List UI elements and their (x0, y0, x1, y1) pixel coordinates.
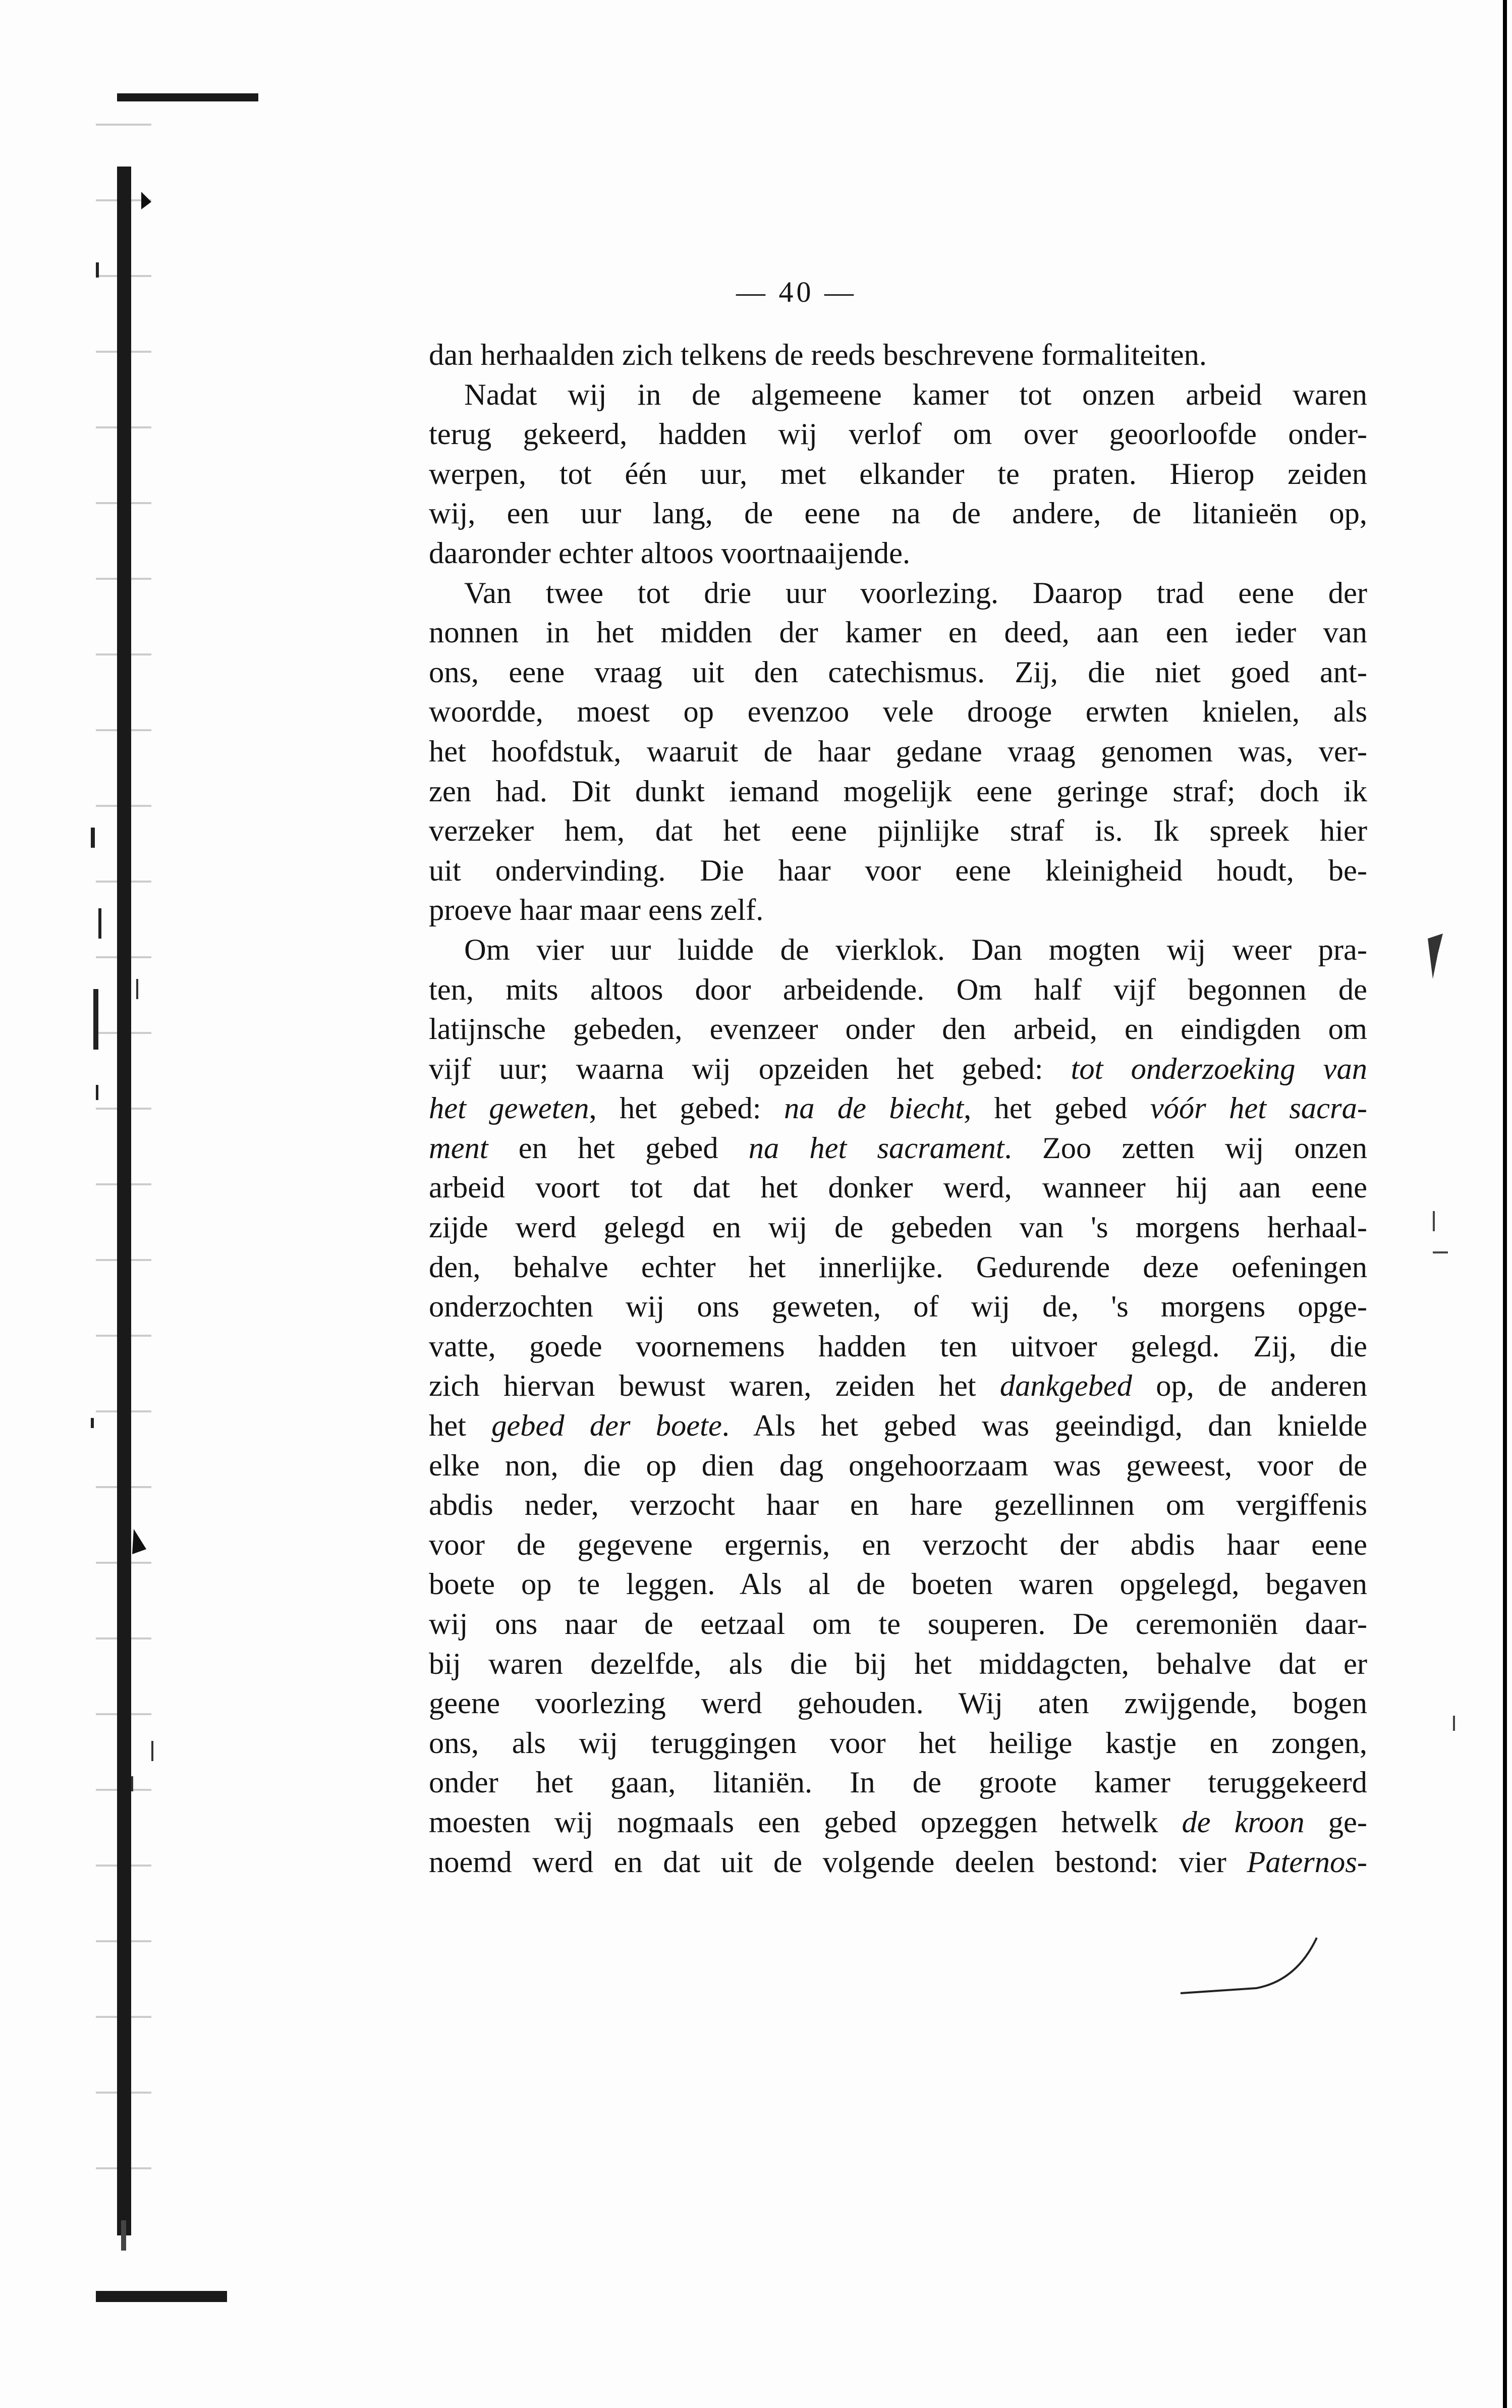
text-line: dan herhaalden zich telkens de reeds beschrevene formaliteiten. (429, 338, 1207, 372)
text-line: ten, mits altoos door arbeidende. Om half vijf begonnen de (429, 972, 1367, 1007)
text-line: latijnsche gebeden, evenzeer onder den arbeid, en eindigden om (429, 1012, 1367, 1047)
text-line: het hoofdstuk, waaruit de haar gedane vraag genomen was, ver- (429, 734, 1367, 769)
text-line: ons, als wij teruggingen voor het heilige kastje en zongen, (429, 1726, 1367, 1760)
text-line: uit ondervinding. Die haar voor eene kleinigheid houdt, be- (429, 853, 1367, 888)
text-line: werpen, tot één uur, met elkander te praten. Hierop zeiden (429, 457, 1367, 491)
text-line: vijf uur; waarna wij opzeiden het gebed: tot onderzoeking van (429, 1052, 1367, 1086)
text-line: moesten wij nogmaals een gebed opzeggen hetwelk de kroon ge- (429, 1805, 1367, 1839)
text-line: geene voorlezing werd gehouden. Wij aten zwijgende, bogen (429, 1686, 1367, 1721)
text-line: abdis neder, verzocht haar en hare gezellinnen om vergiffenis (429, 1488, 1367, 1522)
scan-right-border (1503, 0, 1507, 2408)
text-line: zich hiervan bewust waren, zeiden het dankgebed op, de anderen (429, 1369, 1367, 1403)
text-line: het gebed der boete. Als het gebed was geeindigd, dan knielde (429, 1409, 1367, 1443)
margin-specks (1423, 934, 1463, 1892)
text-line: woordde, moest op evenzoo vele drooge erwten knielen, als (429, 695, 1367, 729)
text-line: het geweten, het gebed: na de biecht, het gebed vóór het sacra- (429, 1091, 1367, 1126)
text-line: onder het gaan, litaniën. In de groote kamer teruggekeerd (429, 1766, 1367, 1800)
text-line: arbeid voort tot dat het donker werd, wanneer hij aan eene (429, 1171, 1367, 1205)
text-line: proeve haar maar eens zelf. (429, 893, 764, 927)
binding-edge-top (117, 93, 258, 101)
text-line: zijde werd gelegd en wij de gebeden van 's morgens herhaal- (429, 1211, 1367, 1245)
text-line: daaronder echter altoos voortnaaijende. (429, 536, 911, 570)
text-line: ment en het gebed na het sacrament. Zoo zetten wij onzen (429, 1131, 1367, 1165)
text-line: wij ons naar de eetzaal om te souperen. De ceremoniën daar- (429, 1607, 1367, 1641)
text-line: terug gekeerd, hadden wij verlof om over geoorloofde onder- (429, 417, 1367, 452)
text-line: verzeker hem, dat het eene pijnlijke straf is. Ik spreek hier (429, 814, 1367, 848)
text-line: nonnen in het midden der kamer en deed, aan een ieder van (429, 616, 1367, 650)
text-line: bij waren dezelfde, als die bij het middagcten, behalve dat er (429, 1647, 1367, 1681)
text-line: Om vier uur luidde de vierklok. Dan mogten wij weer pra- (464, 933, 1367, 967)
text-line: onderzochten wij ons geweten, of wij de, 's morgens opge- (429, 1290, 1367, 1324)
text-line: boete op te leggen. Als al de boeten waren opgelegd, begaven (429, 1567, 1367, 1602)
text-line: ons, eene vraag uit den catechismus. Zij, die niet goed ant- (429, 655, 1367, 689)
text-line: vatte, goede voornemens hadden ten uitvoer gelegd. Zij, die (429, 1329, 1367, 1363)
text-line: den, behalve echter het innerlijke. Gedurende deze oefeningen (429, 1250, 1367, 1284)
text-line: Van twee tot drie uur voorlezing. Daarop trad eene der (464, 576, 1367, 610)
pencil-mark (1181, 1933, 1332, 2003)
text-line: voor de gegevene ergernis, en verzocht der abdis haar eene (429, 1527, 1367, 1562)
text-line: Nadat wij in de algemeene kamer tot onzen arbeid waren (464, 377, 1367, 412)
text-line: zen had. Dit dunkt iemand mogelijk eene geringe straf; doch ik (429, 774, 1367, 808)
text-line: noemd werd en dat uit de volgende deelen bestond: vier Paternos- (429, 1845, 1367, 1879)
text-line: elke non, die op dien dag ongehoorzaam was geweest, voor de (429, 1448, 1367, 1483)
binding-noise-marks (76, 101, 156, 2311)
body-text (429, 336, 1367, 1882)
text-line: wij, een uur lang, de eene na de andere, de litanieën op, (429, 497, 1367, 531)
page-number: — 40 — (736, 276, 857, 308)
